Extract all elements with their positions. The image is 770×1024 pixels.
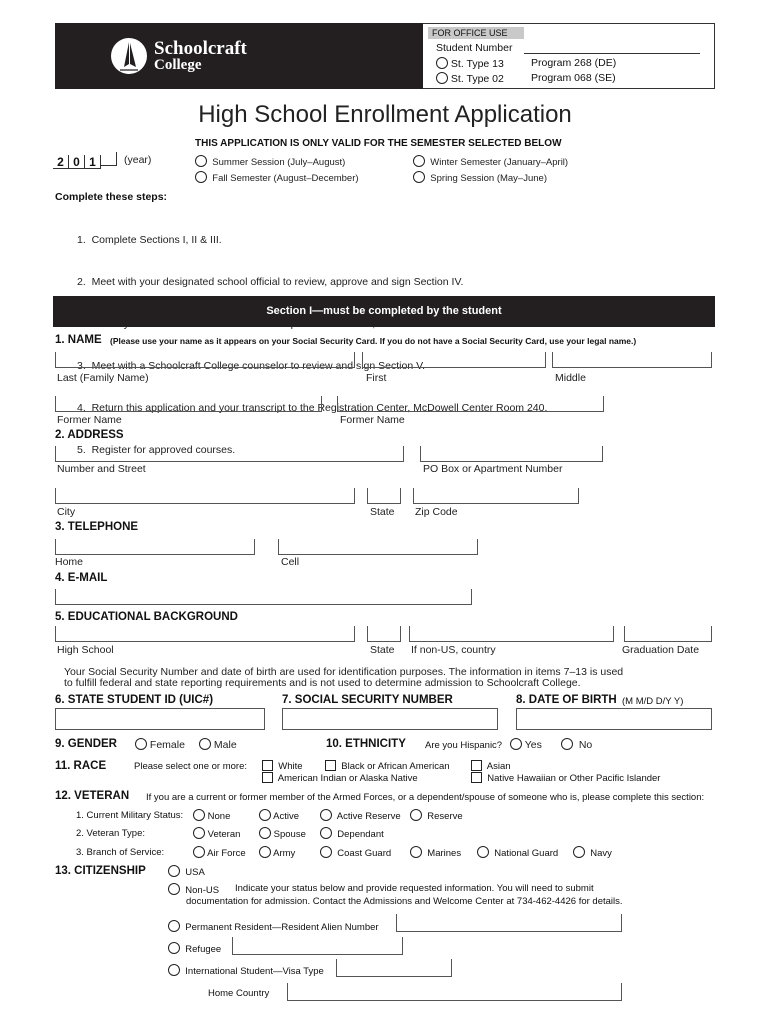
school-state-field[interactable]	[367, 626, 401, 642]
citizenship-heading: 13. CITIZENSHIP	[55, 865, 146, 877]
status-reserve-radio[interactable]	[410, 809, 422, 821]
citizen-nonus-radio[interactable]	[168, 883, 180, 895]
type-dependant-option[interactable]	[320, 827, 384, 840]
summer-option[interactable]	[195, 155, 345, 168]
branch-navy-option[interactable]	[573, 846, 612, 859]
former-name-2-label: Former Name	[340, 414, 405, 426]
college-logo-icon	[110, 37, 148, 75]
hispanic-yes-label: Yes	[524, 739, 542, 751]
branch-navy-radio[interactable]	[573, 846, 585, 858]
st-type-13-radio[interactable]	[436, 57, 448, 69]
status-none-option[interactable]	[193, 809, 230, 822]
step-item: 3. Meet with a Schoolcraft College counselor to review and sign Section V.	[77, 360, 426, 372]
st-type-02-radio[interactable]	[436, 72, 448, 84]
winter-option[interactable]	[413, 155, 568, 168]
ethnicity-heading: 10. ETHNICITY	[326, 738, 406, 750]
hispanic-question: Are you Hispanic?	[425, 740, 503, 751]
section-1-bar: Section I—must be completed by the student	[53, 296, 715, 327]
status-none-radio[interactable]	[193, 809, 205, 821]
branch-marines-radio[interactable]	[410, 846, 422, 858]
nonus-note-line1: Indicate your status below and provide requested information. You will need to submit	[235, 883, 594, 894]
veteran-type-label: 2. Veteran Type:	[76, 828, 146, 839]
high-school-label: High School	[57, 644, 114, 656]
uic-heading: 6. STATE STUDENT ID (UIC#)	[55, 694, 214, 706]
gender-male-option[interactable]	[199, 738, 237, 751]
permanent-resident-option[interactable]	[168, 920, 379, 933]
address-heading: 2. ADDRESS	[55, 429, 124, 441]
ssn-heading: 7. SOCIAL SECURITY NUMBER	[282, 694, 453, 706]
fall-option[interactable]	[195, 171, 359, 184]
gender-female-label: Female	[149, 739, 185, 751]
st-type-13-label: St. Type 13	[450, 58, 504, 70]
home-country-label: Home Country	[208, 988, 270, 999]
nonus-note-line2: documentation for admission. Contact the Admissions and Welcome Center at 734-462-4426 for details.	[186, 896, 623, 907]
middle-name-field[interactable]	[552, 352, 712, 368]
military-status-label: 1. Current Military Status:	[76, 810, 184, 821]
zip-label: Zip Code	[415, 506, 458, 518]
st-type-13-option[interactable]	[436, 57, 504, 70]
citizen-nonus-option[interactable]	[168, 883, 219, 896]
type-veteran-option[interactable]	[193, 827, 240, 840]
cell-phone-field[interactable]	[278, 539, 478, 555]
branch-air-option[interactable]	[193, 846, 246, 859]
permanent-resident-radio[interactable]	[168, 920, 180, 932]
privacy-notice-line1: Your Social Security Number and date of birth are used for identification purposes. The information in items 7–13 is used	[64, 666, 624, 678]
city-label: City	[57, 506, 76, 518]
race-asian-checkbox[interactable]	[471, 760, 482, 771]
branch-army-option[interactable]	[259, 846, 295, 859]
year-digit: 1	[85, 155, 101, 169]
race-pacific-option[interactable]	[471, 772, 660, 784]
race-white-label: White	[278, 761, 303, 772]
branch-air-radio[interactable]	[193, 846, 205, 858]
zip-field[interactable]	[413, 488, 579, 504]
type-dependant-label: Dependant	[337, 829, 384, 840]
branch-coast-label: Coast Guard	[337, 848, 392, 859]
former-name-1-label: Former Name	[57, 414, 122, 426]
gender-heading: 9. GENDER	[55, 738, 117, 750]
student-number-field[interactable]	[524, 53, 700, 54]
branch-navy-label: Navy	[590, 848, 612, 859]
name-heading: 1. NAME	[55, 334, 102, 346]
last-name-field[interactable]	[55, 352, 355, 368]
gender-female-radio[interactable]	[135, 738, 147, 750]
race-asian-option[interactable]	[471, 760, 511, 772]
program-068-label: Program 068 (SE)	[531, 72, 616, 84]
citizen-usa-label: USA	[185, 867, 205, 878]
alien-number-field[interactable]	[396, 914, 622, 932]
gender-male-radio[interactable]	[199, 738, 211, 750]
brand-name: Schoolcraft	[154, 38, 247, 59]
st-type-02-option[interactable]	[436, 72, 504, 85]
summer-label: Summer Session (July–August)	[212, 157, 346, 168]
student-number-label: Student Number	[436, 42, 513, 54]
gender-female-option[interactable]	[135, 738, 185, 751]
education-heading: 5. EDUCATIONAL BACKGROUND	[55, 611, 238, 623]
branch-coast-radio[interactable]	[320, 846, 332, 858]
ssn-field[interactable]	[282, 708, 498, 730]
spring-label: Spring Session (May–June)	[430, 173, 547, 184]
permanent-resident-label: Permanent Resident—Resident Alien Number	[185, 922, 379, 933]
home-phone-field[interactable]	[55, 539, 255, 555]
home-country-field[interactable]	[287, 983, 622, 1001]
status-active-reserve-option[interactable]	[320, 809, 401, 822]
middle-name-label: Middle	[555, 372, 586, 384]
refugee-radio[interactable]	[168, 942, 180, 954]
status-none-label: None	[207, 811, 231, 822]
city-field[interactable]	[55, 488, 355, 504]
last-name-label: Last (Family Name)	[57, 372, 149, 384]
type-veteran-label: Veteran	[207, 829, 241, 840]
pobox-field[interactable]	[420, 446, 603, 462]
race-pacific-checkbox[interactable]	[471, 772, 482, 783]
branch-ng-radio[interactable]	[477, 846, 489, 858]
home-phone-label: Home	[55, 556, 84, 568]
race-asian-label: Asian	[486, 761, 511, 772]
branch-ng-option[interactable]	[477, 846, 558, 859]
year-digit: 2	[53, 155, 69, 169]
year-digit: 0	[69, 155, 85, 169]
branch-army-radio[interactable]	[259, 846, 271, 858]
gender-male-label: Male	[213, 739, 237, 751]
step-item: 5. Register for approved courses.	[77, 444, 236, 456]
hispanic-yes-radio[interactable]	[510, 738, 522, 750]
citizen-usa-radio[interactable]	[168, 865, 180, 877]
status-reserve-option[interactable]	[410, 809, 463, 822]
type-dependant-radio[interactable]	[320, 827, 332, 839]
summer-radio[interactable]	[195, 155, 207, 167]
type-spouse-label: Spouse	[273, 829, 306, 840]
email-field[interactable]	[55, 589, 472, 605]
spring-option[interactable]	[413, 171, 547, 184]
citizen-nonus-label: Non-US	[185, 885, 220, 896]
race-native-am-label: American Indian or Alaska Native	[277, 773, 418, 784]
intl-student-option[interactable]	[168, 964, 324, 977]
branch-coast-option[interactable]	[320, 846, 391, 859]
st-type-02-label: St. Type 02	[450, 73, 504, 85]
hispanic-yes-option[interactable]	[510, 738, 542, 751]
refugee-option[interactable]	[168, 942, 221, 955]
former-name-2-field[interactable]	[337, 396, 604, 412]
type-spouse-option[interactable]	[259, 827, 306, 840]
citizen-usa-option[interactable]	[168, 865, 205, 878]
veteran-note: If you are a current or former member of the Armed Forces, or a dependent/spouse of someone who is, please complete this section:	[146, 792, 705, 803]
brand-subtitle: College	[154, 57, 202, 73]
race-white-option[interactable]	[262, 760, 303, 772]
branch-label: 3. Branch of Service:	[76, 847, 165, 858]
street-label: Number and Street	[57, 463, 146, 475]
former-name-1-field[interactable]	[55, 396, 322, 412]
dob-heading: 8. DATE OF BIRTH	[516, 694, 617, 706]
status-active-option[interactable]	[259, 809, 299, 822]
country-field[interactable]	[409, 626, 614, 642]
high-school-field[interactable]	[55, 626, 355, 642]
race-black-option[interactable]	[325, 760, 450, 772]
uic-field[interactable]	[55, 708, 265, 730]
status-active-radio[interactable]	[259, 809, 271, 821]
type-veteran-radio[interactable]	[193, 827, 205, 839]
branch-army-label: Army	[273, 848, 296, 859]
step-item: 2. Meet with your designated school official to review, approve and sign Section IV.	[77, 276, 464, 288]
race-pacific-label: Native Hawaiian or Other Pacific Islander	[487, 773, 661, 784]
status-active-label: Active	[273, 811, 299, 822]
race-heading: 11. RACE	[55, 760, 107, 772]
hispanic-no-label: No	[578, 739, 593, 751]
privacy-notice-line2: to fulfill federal and state reporting requirements and is not used to determine admission to Schoolcraft College.	[64, 677, 581, 689]
school-state-label: State	[370, 644, 395, 656]
race-black-checkbox[interactable]	[325, 760, 336, 771]
telephone-heading: 3. TELEPHONE	[55, 521, 139, 533]
step-item: 1. Complete Sections I, II & III.	[77, 234, 222, 246]
branch-marines-option[interactable]	[410, 846, 461, 859]
office-use-label: FOR OFFICE USE	[428, 27, 524, 39]
pobox-label: PO Box or Apartment Number	[423, 463, 563, 475]
status-reserve-label: Reserve	[427, 811, 463, 822]
first-name-field[interactable]	[362, 352, 546, 368]
first-name-label: First	[366, 372, 387, 384]
street-field[interactable]	[55, 446, 404, 462]
veteran-heading: 12. VETERAN	[55, 790, 130, 802]
fall-radio[interactable]	[195, 171, 207, 183]
race-native-am-option[interactable]	[262, 772, 418, 784]
visa-type-field[interactable]	[336, 959, 452, 977]
refugee-field[interactable]	[232, 937, 403, 955]
winter-radio[interactable]	[413, 155, 425, 167]
dob-field[interactable]	[516, 708, 712, 730]
fall-label: Fall Semester (August–December)	[212, 173, 359, 184]
graduation-date-label: Graduation Date	[622, 644, 700, 656]
status-active-reserve-label: Active Reserve	[336, 811, 401, 822]
cell-phone-label: Cell	[281, 556, 300, 568]
page-title: High School Enrollment Application	[198, 101, 572, 128]
branch-marines-label: Marines	[427, 848, 462, 859]
race-prompt: Please select one or more:	[134, 761, 248, 772]
year-digit	[101, 152, 117, 166]
steps-heading: Complete these steps:	[55, 191, 168, 203]
type-spouse-radio[interactable]	[259, 827, 271, 839]
branch-ng-label: National Guard	[494, 848, 559, 859]
spring-radio[interactable]	[413, 171, 425, 183]
year-label: (year)	[124, 154, 152, 166]
race-native-am-checkbox[interactable]	[262, 772, 273, 783]
intl-student-label: International Student—Visa Type	[185, 966, 324, 977]
hispanic-no-radio[interactable]	[561, 738, 573, 750]
year-field[interactable]	[53, 152, 123, 168]
intl-student-radio[interactable]	[168, 964, 180, 976]
country-label: If non-US, country	[411, 644, 496, 656]
winter-label: Winter Semester (January–April)	[430, 157, 569, 168]
dob-format: (M M/D D/Y Y)	[622, 696, 684, 707]
email-heading: 4. E-MAIL	[55, 572, 108, 584]
name-note: (Please use your name as it appears on your Social Security Card. If you do not have a Social Security Card, use your legal name.)	[110, 336, 637, 346]
semester-notice: THIS APPLICATION IS ONLY VALID FOR THE SEMESTER SELECTED BELOW	[195, 138, 562, 149]
status-active-reserve-radio[interactable]	[320, 809, 332, 821]
race-black-label: Black or African American	[341, 761, 450, 772]
state-label: State	[370, 506, 395, 518]
step-item: 4. Return this application and your transcript to the Registration Center, McDowell Center Room 240.	[77, 402, 548, 414]
hispanic-no-option[interactable]	[561, 738, 592, 751]
race-white-checkbox[interactable]	[262, 760, 273, 771]
graduation-date-field[interactable]	[624, 626, 712, 642]
state-field[interactable]	[367, 488, 401, 504]
program-268-label: Program 268 (DE)	[531, 57, 617, 69]
branch-air-label: Air Force	[207, 848, 246, 859]
refugee-label: Refugee	[185, 944, 222, 955]
